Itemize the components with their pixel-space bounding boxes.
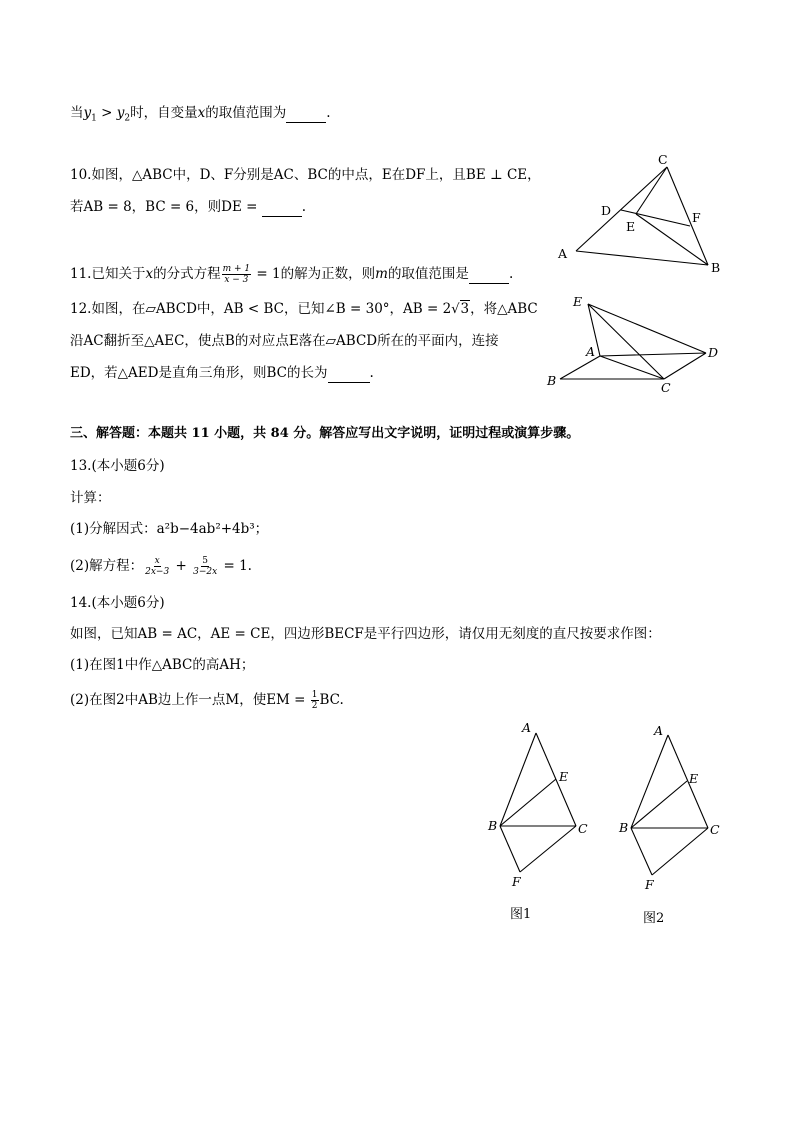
fig2-label-B: B <box>619 820 629 835</box>
q11-fraction <box>222 264 252 285</box>
q13-fraction-2 <box>192 556 218 577</box>
fig2-label-C: C <box>710 822 720 837</box>
q13-part2 <box>70 556 252 577</box>
q12-seg-AD <box>600 353 706 356</box>
q11-end: . <box>508 266 514 282</box>
q10-label-D: D <box>601 203 612 218</box>
q11-answer-blank[interactable] <box>469 265 509 284</box>
q13-fraction-1 <box>144 556 170 577</box>
q13-part2-pre: (2)解方程： <box>70 558 144 574</box>
q10-line2 <box>70 198 306 217</box>
q14-heading: 14.(本小题6分) <box>70 595 165 611</box>
q14-figure-1 <box>480 715 600 899</box>
q12-label-D: D <box>708 345 719 360</box>
q9-y2: y <box>116 105 125 121</box>
fig1-seg-BF <box>500 826 520 872</box>
q9-x: x <box>197 105 206 121</box>
q12-line1: 12.如图，在▱ABCD中，AB < BC，已知∠B = 30°，AB = 2√3，将△ABC <box>70 301 538 317</box>
q9-text-b: 时，自变量 <box>130 105 198 121</box>
q9-sub1: 1 <box>91 113 97 124</box>
fig1-label-E: E <box>559 769 569 784</box>
q11-x: x <box>145 266 154 282</box>
fig2-seg-BE <box>631 781 687 828</box>
fig1-seg-FC <box>520 826 576 872</box>
q14-figure-2 <box>612 715 732 899</box>
fig1-seg-AB <box>500 733 536 826</box>
q13-calc: 计算： <box>70 490 111 506</box>
q12-line1-tail: ，将△ABC <box>470 301 538 317</box>
q10-end: . <box>301 199 307 215</box>
section3-title: 三、解答题：本题共 11 小题，共 84 分。解答应写出文字说明，证明过程或演算步骤。 <box>70 426 580 441</box>
q14-line1: 如图，已知AB = AC，AE = CE，四边形BECF是平行四边形，请仅用无刻度的直尺按要求作图： <box>70 626 661 642</box>
q13-frac2-den: 3−2x <box>193 567 218 577</box>
q13-heading: 13.(本小题6分) <box>70 458 165 474</box>
q9-text: 当 <box>70 105 84 121</box>
q9-end: . <box>326 105 331 121</box>
q14-half-den: 2 <box>311 701 318 711</box>
q12-line1-text: 12.如图，在▱ABCD中，AB < BC，已知∠B = 30°，AB = 2 <box>70 301 452 317</box>
q12-answer-blank[interactable] <box>328 364 370 383</box>
fig2-label-A: A <box>654 723 664 738</box>
q13-frac1-num: x <box>154 556 160 566</box>
fig2-seg-FC <box>652 828 708 875</box>
fig2-label-F: F <box>645 877 654 892</box>
q10-answer-blank[interactable] <box>262 198 302 217</box>
q13-part1: (1)分解因式：a²b−4ab²+4b³； <box>70 521 269 537</box>
fig1-label-F: F <box>512 874 521 889</box>
q14-part2 <box>70 690 344 711</box>
q13-part2-post: = 1. <box>219 558 252 574</box>
q13-frac2-num: 5 <box>202 556 209 566</box>
q11-frac-num: m + 1 <box>222 264 251 274</box>
q14-half-fraction <box>311 690 319 711</box>
q12-seg-EC <box>588 304 664 379</box>
q10-seg-AB <box>576 251 708 265</box>
q12-seg-BA <box>560 356 600 379</box>
fig2-seg-AC <box>668 735 708 828</box>
q14-figure-2-caption: 图2 <box>643 911 665 926</box>
q11-post: 的取值范围是 <box>387 266 469 282</box>
q11-pre: 11.已知关于 <box>70 266 146 282</box>
q12-line3-text: ED，若△AED是直角三角形，则BC的长为 <box>70 365 328 381</box>
q10-line2-text: 若AB = 8，BC = 6，则DE = <box>70 199 262 215</box>
q12-line2: 沿AC翻折至△AEC，使点B的对应点E落在▱ABCD所在的平面内，连接 <box>70 333 499 349</box>
q12-seg-ED <box>588 304 706 353</box>
q9-answer-blank[interactable] <box>286 104 326 123</box>
q13-plus: + <box>171 558 192 574</box>
q11-eq: = 1的解为正数，则 <box>252 266 376 282</box>
fig1-label-B: B <box>488 818 498 833</box>
q12-label-E: E <box>573 294 583 309</box>
q9-gt: > <box>96 105 117 121</box>
fig2-seg-BF <box>631 828 652 875</box>
q14-part1: (1)在图1中作△ABC的高AH； <box>70 657 255 673</box>
q11-frac-den: x − 3 <box>224 275 249 285</box>
q10-label-C: C <box>658 152 668 167</box>
q10-label-A: A <box>558 246 568 261</box>
q12-seg-CD <box>664 353 706 379</box>
q9-tail-line <box>70 104 331 128</box>
q10-seg-AC <box>576 167 667 251</box>
q12-sqrt-value: 3 <box>460 301 470 317</box>
q10-label-F: F <box>692 210 701 225</box>
q13-frac1-den: 2x−3 <box>145 567 170 577</box>
q10-figure <box>550 150 730 284</box>
fig1-label-A: A <box>522 720 532 735</box>
q10-label-E: E <box>626 219 636 234</box>
q9-y1: y <box>83 105 92 121</box>
fig2-seg-AB <box>631 735 668 828</box>
fig1-label-C: C <box>578 821 588 836</box>
q9-sub2: 2 <box>124 113 131 124</box>
q10-label-B: B <box>711 260 721 275</box>
q14-part2-pre: (2)在图2中AB边上作一点M，使EM = <box>70 692 310 708</box>
q14-half-num: 1 <box>311 690 318 700</box>
fig1-seg-BE <box>500 779 556 826</box>
q12-end: . <box>369 365 374 381</box>
q12-figure <box>540 290 730 404</box>
q11-line <box>70 264 513 285</box>
q10-line1: 10.如图，△ABC中，D、F分别是AC、BC的中点，E在DF上，且BE ⊥ CE， <box>70 167 541 183</box>
q12-label-B: B <box>547 373 557 388</box>
q11-m: m <box>375 266 388 282</box>
fig2-label-E: E <box>689 771 699 786</box>
q12-label-C: C <box>661 380 671 395</box>
q10-seg-EC <box>636 167 667 214</box>
q14-figure-1-caption: 图1 <box>510 907 532 922</box>
q11-mid: 的分式方程 <box>153 266 221 282</box>
q9-text-c: 的取值范围为 <box>205 105 287 121</box>
q12-label-A: A <box>586 344 596 359</box>
q12-line3 <box>70 364 374 383</box>
q14-part2-post: BC. <box>319 692 344 708</box>
q12-seg-AC <box>600 356 664 379</box>
